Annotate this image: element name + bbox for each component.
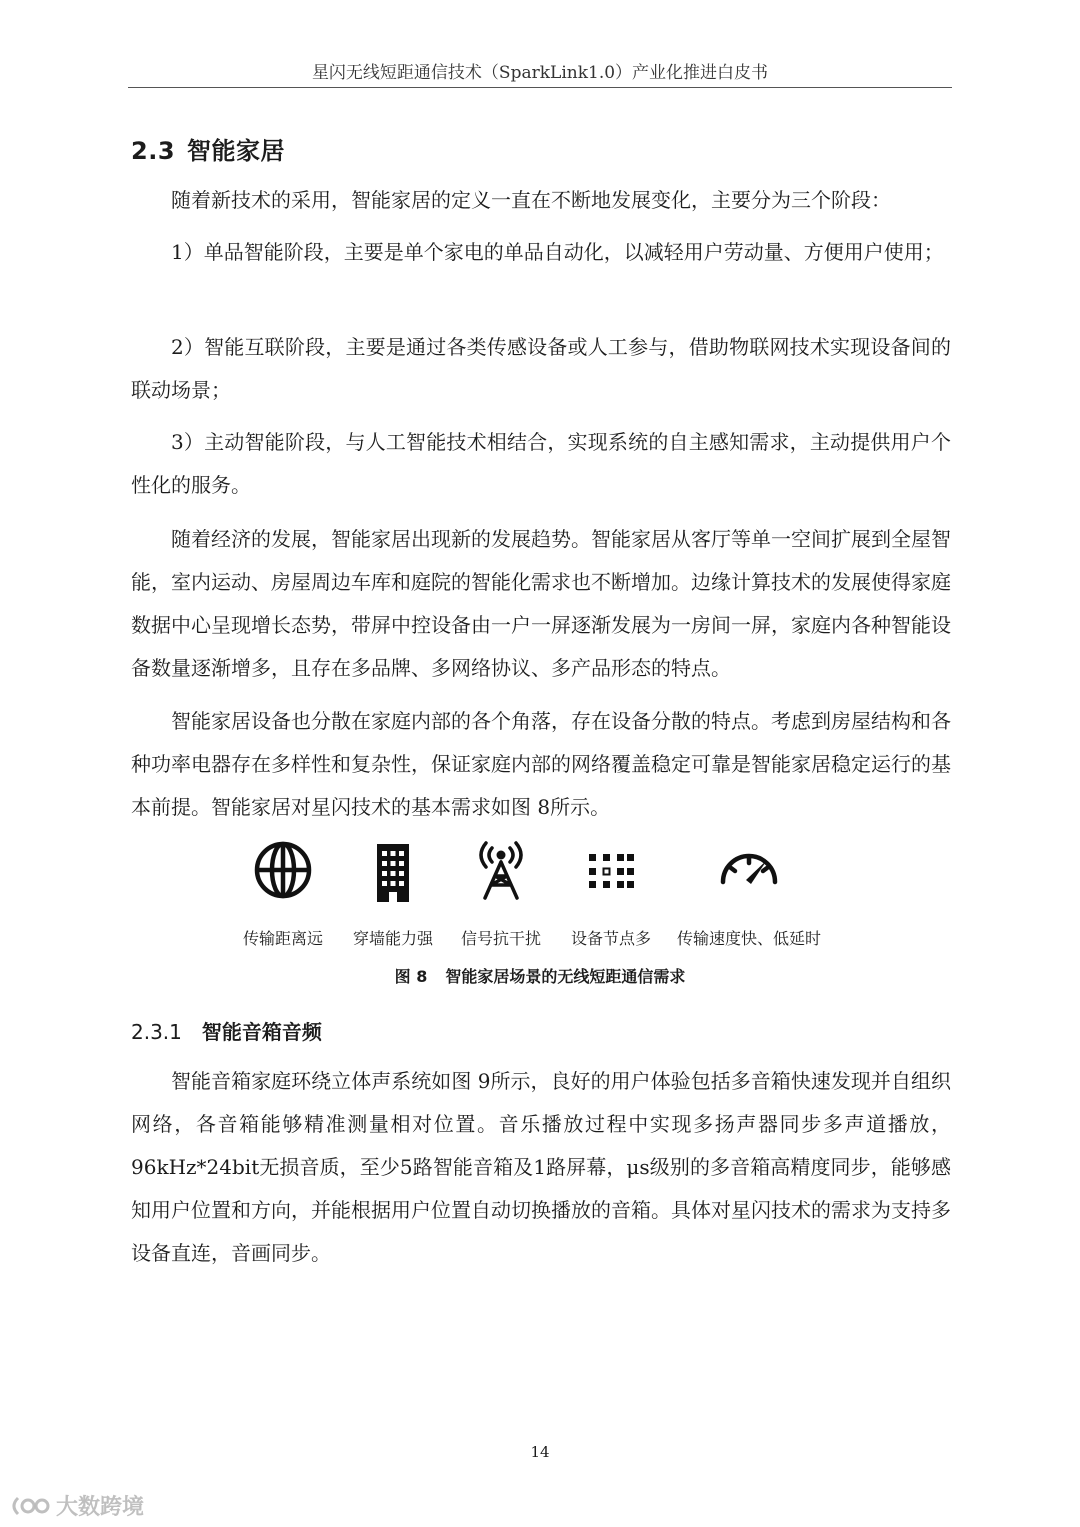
- figure-caption-label: 图 8: [394, 967, 428, 986]
- speaker-paragraph: 智能音箱家庭环绕立体声系统如图 9所示，良好的用户体验包括多音箱快速发现并自组织网络，各音箱能够精准测量相对位置。音乐播放过程中实现多扬声器同步多声道播放，96kHz*24bit无损音质，至少5路智能音箱及1路屏幕，μs级别的多音箱高精度同步，能够感知用户位置和方向，并能根据用户位置自动切换播放的音箱。具体对星闪技术的需求为支持多设备直连，音画同步。: [131, 1069, 951, 1265]
- requirement-paragraph: 智能家居设备也分散在家庭内部的各个角落，存在设备分散的特点。考虑到房屋结构和各种功率电器存在多样性和复杂性，保证家庭内部的网络覆盖稳定可靠是智能家居稳定运行的基本前提。智能家居对星闪技术的基本需求如图 8所示。: [131, 709, 951, 819]
- stage-3-paragraph: 3）主动智能阶段，与人工智能技术相结合，实现系统的自主感知需求，主动提供用户个性化的服务。: [131, 430, 951, 497]
- stage-2-paragraph: 2）智能互联阶段，主要是通过各类传感设备或人工参与，借助物联网技术实现设备间的联动场景；: [131, 335, 951, 402]
- subsection-title-text: 智能音箱音频: [201, 1020, 322, 1044]
- figure-caption-text: 智能家居场景的无线短距通信需求: [445, 967, 686, 986]
- subsection-number: 2.3.1: [131, 1020, 182, 1044]
- figure-label-distance: 传输距离远: [242, 929, 323, 948]
- watermark-text: 大数跨境: [56, 1495, 145, 1520]
- figure-label-interference: 信号抗干扰: [460, 929, 541, 948]
- subsection-title: [131, 1016, 322, 1045]
- stage-1-paragraph: 1）单品智能阶段，主要是单个家电的单品自动化，以减轻用户劳动量、方便用户使用；: [171, 240, 944, 264]
- signal-tower-icon: [471, 840, 531, 902]
- header-rule: [128, 87, 952, 88]
- figure-label-speed: 传输速度快、低延时: [676, 929, 821, 948]
- section-number: 2.3: [131, 137, 176, 165]
- section-title: [131, 131, 285, 166]
- trend-paragraph: 随着经济的发展，智能家居出现新的发展趋势。智能家居从客厅等单一空间扩展到全屋智能，室内运动、房屋周边车库和庭院的智能化需求也不断增加。边缘计算技术的发展使得家庭数据中心呈现增长态势，带屏中控设备由一户一屏逐渐发展为一房间一屏，家庭内各种智能设备数量逐渐增多，且存在多品牌、多网络协议、多产品形态的特点。: [131, 527, 951, 680]
- section-title-text: 智能家居: [187, 137, 286, 165]
- dots-grid-icon: [581, 840, 641, 900]
- figure-item-speed: [664, 840, 834, 948]
- building-icon: [363, 840, 423, 902]
- watermark-logo-icon: [8, 1492, 52, 1520]
- speedometer-icon: [717, 840, 781, 900]
- figure-label-nodes: 设备节点多: [570, 929, 651, 948]
- intro-paragraph: 随着新技术的采用，智能家居的定义一直在不断地发展变化，主要分为三个阶段：: [171, 188, 891, 212]
- globe-icon: [253, 840, 313, 900]
- running-header: 星闪无线短距通信技术（SparkLink1.0）产业化推进白皮书: [311, 63, 769, 83]
- figure-caption: [128, 964, 952, 987]
- requirements-figure: [200, 840, 880, 952]
- page-number: 14: [530, 1443, 550, 1461]
- figure-label-penetration: 穿墙能力强: [352, 929, 433, 948]
- watermark: [8, 1490, 144, 1521]
